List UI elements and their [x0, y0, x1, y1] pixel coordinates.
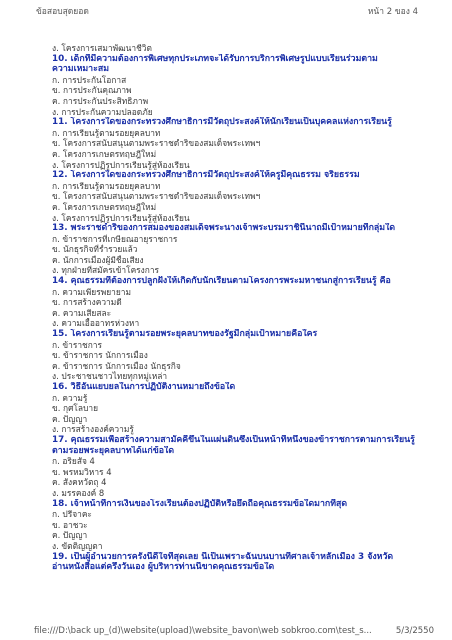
answer-option: ข. โครงการสนับสนุนตามพระราชดำริของสมเด็จพระเทพฯ — [52, 191, 261, 202]
answer-option: ก. การประกันโอกาส — [52, 74, 127, 85]
question-text: 14. คุณธรรมที่ต้องการปลูกฝังให้เกิดกับนักเรียนตามโครงการพระมหาชนกสู่การเรียนรู้ คือ — [52, 276, 391, 287]
answer-option: ง. การสร้างองค์ความรู้ — [52, 424, 134, 435]
answer-option: ค. โครงการเกษตรทฤษฎีใหม่ — [52, 201, 157, 212]
answer-option: ง. ความเอื้ออาทรห่วงหา — [52, 318, 140, 329]
answer-option: ง. โครงการปฏิรูปการเรียนรู้สู่ห้องเรียน — [52, 212, 190, 223]
question-text: 13. พระราชดำริของการสมองของสมเด็จพระนางเจ้าพระบรมราชินีนาถมีเป้าหมายที่กลุ่มใด — [52, 223, 396, 234]
answer-option: ข. พรหมวิหาร 4 — [52, 466, 112, 477]
answer-option: ก. การเรียนรู้ตามรอยยุคลบาท — [52, 180, 161, 191]
question-text: อ่านหนังสือแต่ครึ่งวันเอง ผู้บริหารท่านนี้ขาดคุณธรรมข้อใด — [52, 562, 275, 573]
header-title: ข้อสอบสุดยอด — [36, 7, 89, 17]
question-text: 16. วิธีอันแยบยลในการปฏิบัติงานหมายถึงข้อใด — [52, 382, 236, 392]
answer-option: ง. การประกันความปลอดภัย — [52, 106, 153, 117]
answer-option: ง. โครงการปฏิรูปการเรียนรู้สู่ห้องเรียน — [52, 159, 190, 170]
answer-option: ง. ประชาชนชาวไทยทุกหมู่เหล่า — [52, 371, 168, 382]
print-date: 5/3/2550 — [395, 626, 434, 636]
page-footer — [0, 624, 452, 640]
question-text: 18. เจ้าหน้าที่การเงินของโรงเรียนต้องปฏิบัติหรือยึดถือคุณธรรมข้อใดมากที่สุด — [52, 498, 348, 509]
question-text: 15. โครงการเรียนรู้ตามรอยพระยุคลบาทของรัฐมีกลุ่มเป้าหมายคือใคร — [52, 329, 318, 340]
exam-content — [52, 43, 452, 573]
question-text: 19. เป็นผู้อำนวยการครั้งนี้ดีใจที่สุดเลย นี่เป็นเพราะฉันบนบานที่ศาลเจ้าหลักเมือง 3 จังหวัด — [52, 551, 394, 562]
answer-option: ข. อาชวะ — [52, 519, 88, 530]
question-text: 10. เด็กที่มีความต้องการพิเศษทุกประเภทจะได้รับการบริการพิเศษรูปแบบเรียนร่วมตาม — [52, 53, 378, 64]
file-path: file:///D:\back up_(d)\website(upload)\website_bavon\web sobkroo.com\test_s... — [34, 626, 372, 636]
answer-option: ก. ปรีจาคะ — [52, 509, 92, 520]
answer-option: ก. ข้าราชการที่เกษียณอายุราชการ — [52, 233, 178, 244]
answer-option: ง. ทุกฝ่ายที่สมัครเข้าโครงการ — [52, 265, 160, 276]
answer-option: ค. ความเสียสละ — [52, 307, 112, 318]
answer-option: ค. การประกันประสิทธิภาพ — [52, 95, 149, 106]
answer-option: ง. ขัตติญญตา — [52, 540, 103, 551]
answer-option: ข. นักธุรกิจที่ร่ำรวยแล้ว — [52, 244, 138, 255]
answer-option: ค. ปัญญา — [52, 413, 88, 424]
answer-option: ง. โครงการเสมาพัฒนาชีวิต — [52, 43, 152, 53]
answer-option: ก. ข้าราชการ — [52, 339, 102, 350]
answer-option: ข. กุศโลบาย — [52, 403, 98, 414]
answer-option: ข. การประกันคุณภาพ — [52, 85, 132, 96]
answer-option: ค. โครงการเกษตรทฤษฎีใหม่ — [52, 148, 157, 159]
answer-option: ค. สังคหวัตถุ 4 — [52, 477, 107, 488]
answer-option: ก. ความรู้ — [52, 392, 88, 403]
answer-option: ข. โครงการสนับสนุนตามพระราชดำริของสมเด็จพระเทพฯ — [52, 138, 261, 149]
answer-option: ข. การสร้างความดี — [52, 297, 122, 308]
answer-option: ข. ข้าราชการ นักการเมือง — [52, 350, 148, 361]
question-text: 17. คุณธรรมเพื่อสร้างความสามัคคีขึ้นในแผ่นดินซึ่งเป็นหน้าที่หนึ่งของข้าราชการตามการเรียนรู้ — [52, 434, 415, 445]
answer-option: ง. มรรคองค์ 8 — [52, 487, 105, 498]
answer-option: ค. นักการเมืองผู้มีชื่อเสียง — [52, 254, 144, 265]
question-text: 11. โครงการใดของกระทรวงศึกษาธิการมีวัตถุประสงค์ให้นักเรียนเป็นบุคคลแห่งการเรียนรู้ — [52, 117, 392, 128]
question-text: ความเหมาะสม — [52, 64, 109, 75]
page-number: หน้า 2 ของ 4 — [367, 7, 418, 17]
answer-option: ก. การเรียนรู้ตามรอยยุคลบาท — [52, 127, 161, 138]
answer-option: ก. ความเพียรพยายาม — [52, 286, 131, 297]
question-text: 12. โครงการใดของกระทรวงศึกษาธิการมีวัตถุประสงค์ให้ครูมีคุณธรรม จริยธรรม — [52, 170, 360, 181]
answer-option: ค. ปัญญา — [52, 530, 88, 541]
answer-option: ก. อริยสัจ 4 — [52, 456, 95, 467]
answer-option: ค. ข้าราชการ นักการเมือง นักธุรกิจ — [52, 360, 181, 371]
question-text: ตามรอยพระยุคลบาทได้แก่ข้อใด — [52, 445, 175, 456]
page-header — [0, 0, 452, 18]
